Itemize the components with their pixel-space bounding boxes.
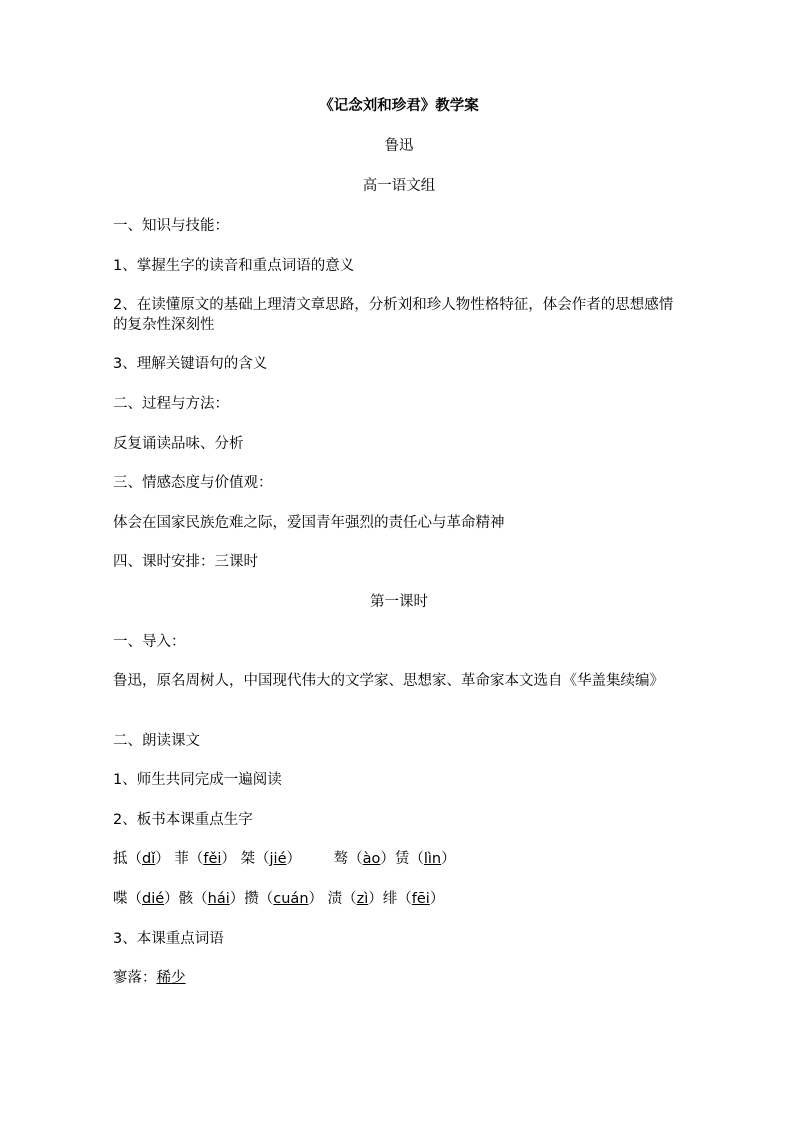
process-text: 反复诵读品味、分析 xyxy=(113,436,244,452)
intro-heading: 一、导入： xyxy=(113,634,186,650)
vocab-meaning: 稀少 xyxy=(156,970,186,986)
pinyin-row-1 xyxy=(113,849,685,869)
vocab-item-1 xyxy=(113,968,685,988)
vocab-word: 寥落： xyxy=(113,970,157,986)
char-item: 渍（zì） xyxy=(327,891,383,907)
intro-text: 鲁迅，原名周树人，中国现代伟大的文学家、思想家、革命家本文选自《华盖集续编》 xyxy=(113,673,664,689)
char-item: 桀（jié） xyxy=(240,851,301,867)
char-item: 骜（ào） xyxy=(333,851,395,867)
heading-process: 二、过程与方法： xyxy=(113,396,229,412)
goal-item-3: 3、理解关键语句的含义 xyxy=(113,356,268,372)
char-item: 攒（cuán） xyxy=(244,891,324,907)
schedule-line: 四、课时安排：三课时 xyxy=(113,554,258,570)
document-title: 《记念刘和珍君》教学案 xyxy=(319,98,479,114)
emotion-text: 体会在国家民族危难之际，爱国青年强烈的责任心与革命精神 xyxy=(113,515,505,531)
goal-item-2: 2、在读懂原文的基础上理清文章思路，分析刘和珍人物性格特征，体会作者的思想感情的复杂性深刻性 xyxy=(113,297,674,333)
heading-emotion: 三、情感态度与价值观： xyxy=(113,475,273,491)
pinyin-row-2 xyxy=(113,889,685,909)
author-line: 鲁迅 xyxy=(384,138,414,154)
lesson-heading: 第一课时 xyxy=(370,594,428,610)
char-item: 抵（dǐ） xyxy=(113,851,170,867)
group-line: 高一语文组 xyxy=(362,178,436,194)
char-item: 菲（fěi） xyxy=(174,851,236,867)
reading-heading: 二、朗读课文 xyxy=(113,733,200,749)
reading-item-1: 1、师生共同完成一遍阅读 xyxy=(113,772,282,788)
char-item: 喋（dié） xyxy=(113,891,179,907)
goal-item-1: 1、掌握生字的读音和重点词语的意义 xyxy=(113,258,355,274)
char-item: 骸（hái） xyxy=(178,891,245,907)
char-item: 绯（fēi） xyxy=(382,891,445,907)
vocab-heading: 3、本课重点词语 xyxy=(113,931,224,947)
reading-item-2: 2、板书本课重点生字 xyxy=(113,812,253,828)
heading-knowledge: 一、知识与技能： xyxy=(113,218,229,234)
char-item: 赁（lìn） xyxy=(394,851,456,867)
